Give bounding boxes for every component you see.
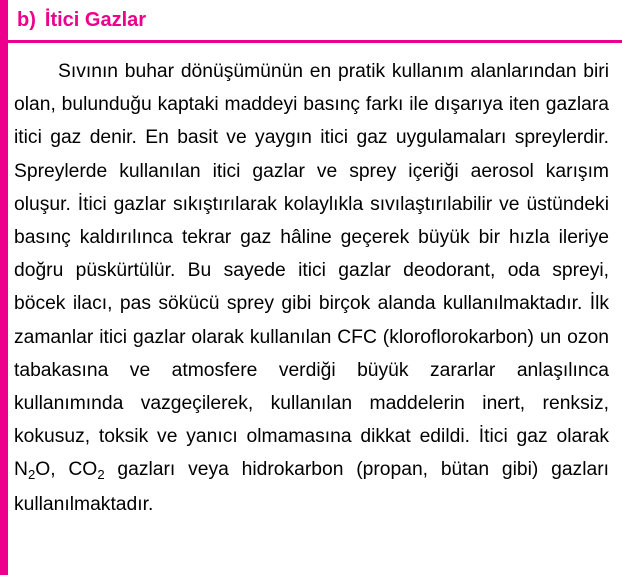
subscript-n2o: 2 <box>27 467 36 483</box>
paragraph-segment-2: O, CO <box>35 459 98 481</box>
accent-left-bar <box>0 0 8 575</box>
paragraph <box>14 55 609 521</box>
paragraph-segment-3: gazları veya hidrokarbon (propan, bütan gibi) gazları kullanılmaktadır. <box>14 459 609 515</box>
paragraph-segment-1: Sıvının buhar dönüşümünün en pratik kullanım alanlarından biri olan, bulunduğu kaptaki maddeyi basınç farkı ile dışarıya iten gazlara itici gaz denir. En basit ve yaygın itici gaz uygulamaları spreylerdir. Spreylerde kullanılan itici gazlar ve sprey içeriği aerosol karışım oluşur. İtici gazlar sıkıştırılarak kolaylıkla sıvılaştırılabilir ve üstündeki basınç kaldırılınca tekrar gaz hâline geçerek büyük bir hızla ileriye doğru püskürtülür. Bu sayede itici gazlar deodorant, oda spreyi, böcek ilacı, pas sökücü sprey gibi birçok alanda kullanılmaktadır. İlk zamanlar itici gazlar olarak kullanılan CFC (kloroflorokarbon) un ozon tabakasına ve atmosfere verdiği büyük zararlar anlaşılınca kullanımında vazgeçilerek, kullanılan maddelerin inert, renksiz, kokusuz, toksik ve yanıcı olmamasına dikkat edildi. İtici gaz olarak N <box>14 61 609 481</box>
body-text <box>14 55 609 521</box>
section-heading <box>8 0 622 40</box>
heading-divider <box>8 40 622 43</box>
section-label: b) <box>17 8 36 31</box>
page-title: İtici Gazlar <box>44 8 147 31</box>
subscript-co2: 2 <box>97 467 105 483</box>
